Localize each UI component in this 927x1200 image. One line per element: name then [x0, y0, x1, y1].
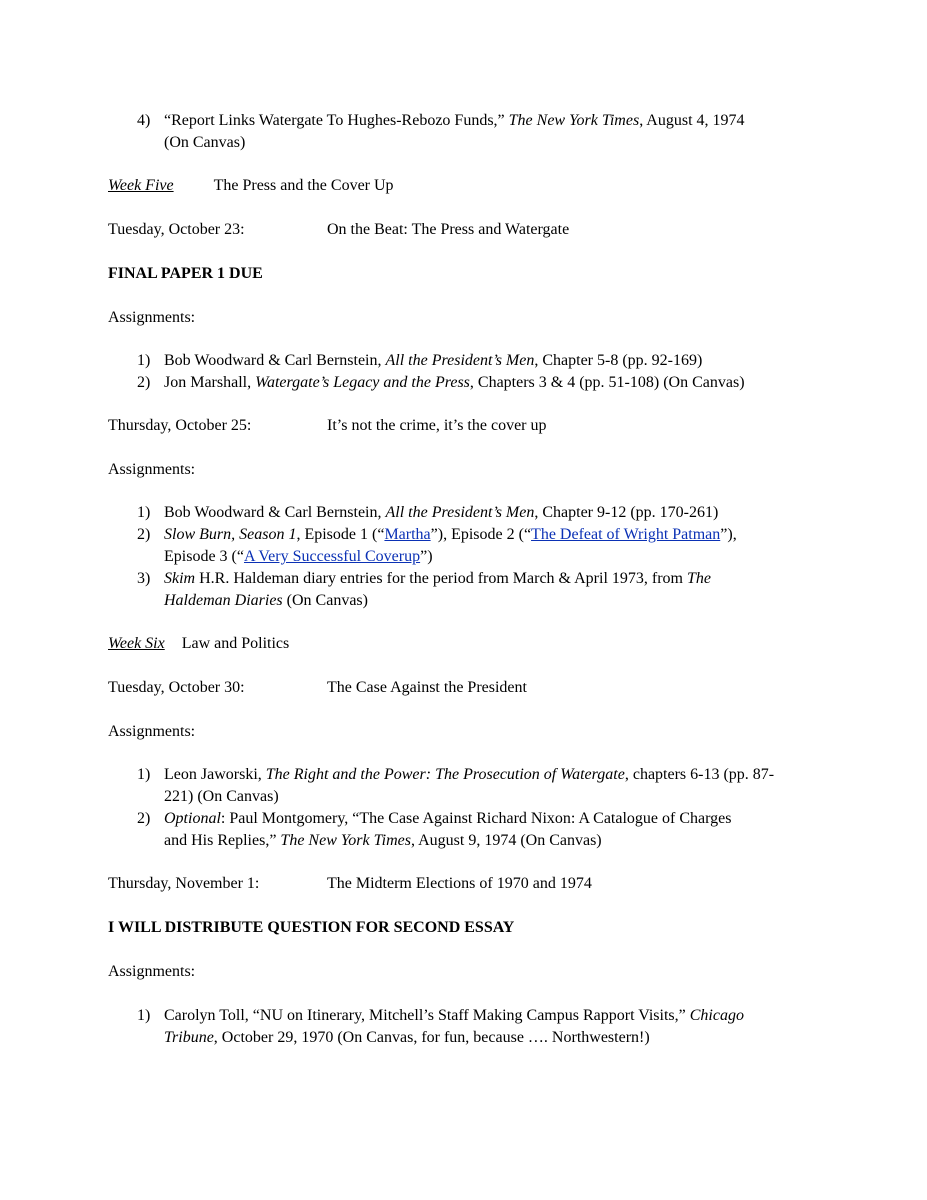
author-text: Jon Marshall, [164, 374, 256, 391]
citation-text: (On Canvas) [282, 592, 368, 609]
assignment-list [108, 502, 818, 612]
list-number: 2) [137, 526, 151, 543]
publication-name: The New York Times [508, 112, 640, 129]
author-text: Bob Woodward & Carl Bernstein, [164, 352, 386, 369]
assignments-label: Assignments: [108, 963, 196, 980]
citation-text: : Paul Montgomery, “The Case Against Richard Nixon: A Catalogue of Charges [220, 810, 732, 827]
week-title: Law and Politics [181, 635, 290, 652]
author-text: Bob Woodward & Carl Bernstein, [164, 504, 386, 521]
session-topic: The Case Against the President [327, 679, 527, 696]
week-label: Week Five [108, 177, 174, 194]
assignments-label: Assignments: [108, 309, 196, 326]
session-topic: The Midterm Elections of 1970 and 1974 [327, 875, 592, 892]
deadline-notice: FINAL PAPER 1 DUE [108, 265, 263, 282]
session-heading [108, 677, 818, 699]
week-label: Week Six [108, 635, 165, 652]
assignment-list [108, 350, 818, 394]
episode-2-link[interactable]: The Defeat of Wright Patman [531, 526, 721, 543]
assignment-list [108, 1005, 818, 1049]
citation-text: H.R. Haldeman diary entries for the period from March & April 1973, from [195, 570, 687, 587]
list-item [108, 350, 818, 372]
citation-note: (On Canvas) [164, 134, 246, 151]
author-text: Leon Jaworski, [164, 766, 266, 783]
assignments-label: Assignments: [108, 461, 196, 478]
week-heading [108, 633, 818, 655]
book-title: All the President’s Men [385, 352, 535, 369]
list-number: 2) [137, 374, 151, 391]
list-item [108, 808, 818, 852]
session-heading [108, 873, 818, 895]
session-topic: On the Beat: The Press and Watergate [327, 221, 570, 238]
session-topic: It’s not the crime, it’s the cover up [327, 417, 547, 434]
list-number: 1) [137, 352, 151, 369]
list-number: 2) [137, 810, 151, 827]
week-heading [108, 175, 818, 197]
publication-name: The New York Times [280, 832, 411, 849]
book-title: Haldeman Diaries [164, 592, 283, 609]
citation-details: , October 29, 1970 (On Canvas, for fun, because …. Northwestern!) [213, 1029, 650, 1046]
citation-details: , chapters 6-13 (pp. 87- [624, 766, 775, 783]
list-number: 1) [137, 504, 151, 521]
list-number: 1) [137, 1007, 151, 1024]
session-date: Tuesday, October 30: [108, 679, 245, 696]
book-title: The [686, 570, 711, 587]
announcement-notice: I WILL DISTRIBUTE QUESTION FOR SECOND ESSAY [108, 919, 515, 936]
emphasis-text: Skim [164, 570, 196, 587]
list-item [108, 764, 818, 808]
list-item [108, 1005, 818, 1049]
publication-name: Tribune [164, 1029, 214, 1046]
week-title: The Press and the Cover Up [213, 177, 394, 194]
assignment-list [108, 764, 818, 852]
citation-text: Carolyn Toll, “NU on Itinerary, Mitchell’s Staff Making Campus Rapport Visits,” [164, 1007, 690, 1024]
episode-1-link[interactable]: Martha [384, 526, 431, 543]
citation-details: , August 4, 1974 [639, 112, 745, 129]
citation-details: 221) (On Canvas) [164, 788, 279, 805]
episode-3-link[interactable]: A Very Successful Coverup [243, 548, 421, 565]
list-item [108, 502, 818, 524]
book-title: Watergate’s Legacy and the Press [255, 374, 470, 391]
emphasis-text: Optional [164, 810, 221, 827]
citation-text: ”), Episode 2 (“ [430, 526, 532, 543]
session-date: Thursday, November 1: [108, 875, 260, 892]
citation-text: Episode 3 (“ [164, 548, 244, 565]
publication-name: Chicago [689, 1007, 744, 1024]
book-title: The Right and the Power: The Prosecution of Watergate [265, 766, 625, 783]
citation-text: ”), [720, 526, 737, 543]
list-item [108, 372, 818, 394]
book-title: All the President’s Men [385, 504, 535, 521]
citation-text: , Episode 1 (“ [296, 526, 385, 543]
reading-item-4 [108, 110, 818, 154]
list-number: 4) [137, 112, 151, 129]
citation-text: and His Replies,” [164, 832, 281, 849]
list-number: 1) [137, 766, 151, 783]
assignments-label: Assignments: [108, 723, 196, 740]
article-title: “Report Links Watergate To Hughes-Rebozo Funds,” [164, 112, 505, 129]
session-date: Thursday, October 25: [108, 417, 252, 434]
list-number: 3) [137, 570, 151, 587]
citation-details: , Chapters 3 & 4 (pp. 51-108) (On Canvas) [469, 374, 745, 391]
citation-text: ”) [420, 548, 433, 565]
list-item [108, 524, 818, 568]
session-heading [108, 415, 818, 437]
citation-details: , August 9, 1974 (On Canvas) [410, 832, 602, 849]
list-item [108, 568, 818, 612]
citation-details: , Chapter 9-12 (pp. 170-261) [534, 504, 719, 521]
podcast-title: Slow Burn, Season 1 [164, 526, 297, 543]
citation-details: , Chapter 5-8 (pp. 92-169) [534, 352, 703, 369]
session-heading [108, 219, 818, 241]
session-date: Tuesday, October 23: [108, 221, 245, 238]
